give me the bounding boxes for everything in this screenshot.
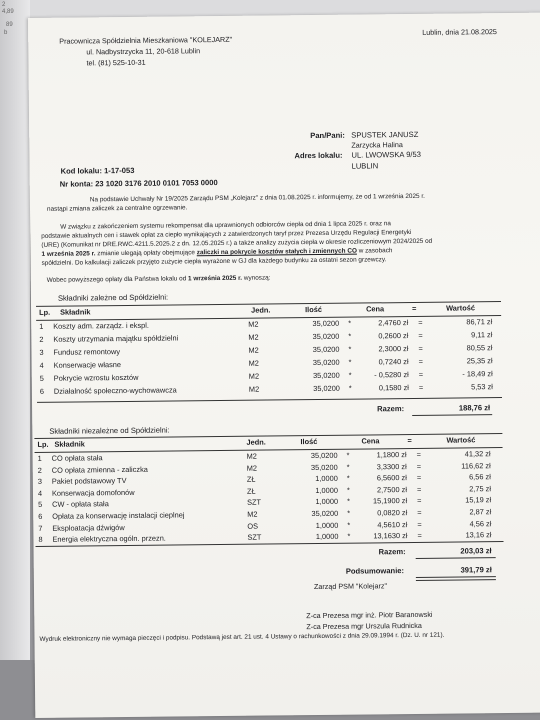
cell-value: 2,87 zł bbox=[469, 507, 492, 517]
cell-eq: = bbox=[418, 369, 424, 379]
cell-item: Koszty utrzymania majątku spółdzielni bbox=[53, 333, 179, 344]
cell-value: 116,62 zł bbox=[461, 460, 491, 471]
cell-eq: = bbox=[416, 484, 422, 494]
section2-title: Składniki niezależne od Spółdzielni: bbox=[49, 425, 170, 436]
cell-eq: = bbox=[418, 330, 423, 340]
cell-x: * bbox=[348, 357, 352, 367]
cell-unit: M2 bbox=[247, 509, 258, 519]
cell-qty: 1,0000 bbox=[315, 485, 339, 495]
cell-value: 9,11 zł bbox=[471, 330, 493, 340]
cell-eq: = bbox=[418, 317, 423, 327]
cell-item: CW - opłata stała bbox=[52, 499, 109, 510]
cell-x: * bbox=[348, 383, 352, 393]
cell-unit: M2 bbox=[248, 345, 259, 355]
cell-lp: 2 bbox=[39, 334, 44, 344]
recipient-name-2: Zarzycka Halina bbox=[351, 140, 403, 150]
section1-bottom-rule bbox=[37, 397, 502, 403]
header-eq: = bbox=[412, 303, 417, 313]
cell-qty: 35,0200 bbox=[310, 450, 338, 461]
cell-item: Energia elektryczna ogóln. przezn. bbox=[52, 533, 166, 544]
cell-x: * bbox=[347, 520, 351, 530]
header-lp-2: Lp. bbox=[37, 439, 49, 449]
cell-lp: 7 bbox=[38, 523, 43, 533]
cell-qty: 35,0200 bbox=[312, 357, 340, 368]
cell-x: * bbox=[346, 485, 350, 495]
cell-price: 2,4760 zł bbox=[378, 318, 409, 328]
cell-item: Pakiet podstawowy TV bbox=[51, 476, 127, 486]
cell-unit: OS bbox=[247, 521, 259, 531]
cell-price: 13,1630 zł bbox=[373, 531, 408, 541]
cell-unit: M2 bbox=[248, 371, 260, 381]
cell-x: * bbox=[346, 462, 350, 472]
cell-item: CO opłata stała bbox=[51, 453, 103, 463]
sender-phone: tel. (81) 525-10-31 bbox=[86, 57, 146, 68]
cell-qty: 1,0000 bbox=[315, 497, 339, 507]
sender-address: ul. Nadbystrzycka 11, 20-618 Lublin bbox=[86, 46, 201, 57]
para2-line-3: (URE) (Komunikat nr DRE.RWC.4211.5.2025.2 z dn. 12.05.2025 r.) a także analizy zużycia ciepła w okresie rozliczeniowym 2024/2025 od bbox=[41, 237, 433, 249]
cell-item: Konserwacja domofonów bbox=[51, 487, 135, 498]
intro-line-1: Na podstawie Uchwały Nr 19/2025 Zarządu PSM „Kolejarz" z dnia 01.08.2025 r. informujemy, że od 1 września 2025 r. bbox=[89, 192, 425, 204]
cell-x: * bbox=[346, 450, 350, 460]
para2-line-2: podstawie aktualnych cen i stawek opłat za ciepło wynikających z zatwierdzonych taryf przez Prezesa Urzędu Regulacji Energetyki bbox=[41, 228, 412, 240]
section2-total-value: 203,03 zł bbox=[460, 546, 492, 556]
header-qty-2: Ilość bbox=[300, 436, 318, 447]
cell-lp: 3 bbox=[39, 347, 44, 357]
para3-text: Wobec powyższego opłaty dla Państwa lokalu od bbox=[46, 275, 189, 284]
para2-highlight: zaliczki na pokrycie kosztów stałych i zmiennych CO bbox=[196, 247, 357, 257]
header-item-2: Składnik bbox=[54, 439, 85, 449]
cell-lp: 5 bbox=[39, 373, 44, 383]
cell-eq: = bbox=[417, 507, 422, 517]
cell-value: 5,53 zł bbox=[471, 382, 493, 392]
para2-line-1: W związku z zakończeniem systemu rekompensat dla uprawnionych odbiorców ciepła od dnia 1 lipca 2025 r. oraz na bbox=[60, 220, 391, 231]
cell-unit: M2 bbox=[248, 358, 259, 368]
cell-x: * bbox=[348, 344, 352, 354]
section1-total-rule bbox=[412, 414, 492, 416]
cell-qty: 1,0000 bbox=[315, 520, 339, 530]
edge-mark-3: 89 bbox=[6, 22, 13, 28]
cell-lp: 6 bbox=[39, 386, 45, 396]
para3-tail: wynoszą: bbox=[241, 274, 271, 282]
cell-qty: 35,0200 bbox=[312, 370, 340, 381]
cell-value: 15,19 zł bbox=[465, 495, 492, 505]
cell-price: 2,3000 zł bbox=[378, 344, 409, 354]
header-item: Składnik bbox=[60, 307, 91, 317]
cell-lp: 2 bbox=[37, 465, 42, 475]
section1-total-value: 188,76 zł bbox=[458, 403, 491, 413]
cell-eq: = bbox=[417, 496, 422, 506]
cell-value: 4,56 zł bbox=[469, 518, 492, 528]
cell-x: * bbox=[347, 497, 351, 507]
cell-unit: M2 bbox=[246, 463, 258, 473]
cell-item: Fundusz remontowy bbox=[53, 347, 121, 357]
section1-title: Składniki zależne od Spółdzielni: bbox=[57, 292, 169, 303]
header-qty: Ilość bbox=[305, 304, 322, 315]
cell-eq: = bbox=[416, 449, 421, 459]
cell-lp: 4 bbox=[39, 360, 44, 370]
cell-x: * bbox=[347, 531, 351, 541]
cell-unit: SZT bbox=[247, 532, 262, 542]
header-lp: Lp. bbox=[39, 307, 51, 317]
recipient-city: LUBLIN bbox=[351, 161, 379, 171]
cell-qty: 35,0200 bbox=[312, 318, 340, 329]
cell-unit: ZŁ bbox=[246, 486, 256, 496]
summary-value: 391,79 zł bbox=[460, 565, 492, 575]
edge-mark-4: b bbox=[4, 30, 8, 36]
cell-price: 0,0820 zł bbox=[377, 508, 408, 518]
cell-unit: M2 bbox=[246, 451, 257, 461]
summary-double-rule bbox=[416, 576, 496, 581]
section1-total-label: Razem: bbox=[377, 404, 405, 414]
cell-lp: 8 bbox=[38, 535, 43, 545]
account-number: Nr konta: 23 1020 3176 2010 0101 7053 0000 bbox=[59, 178, 218, 189]
sender-name: Pracownicza Spółdzielnia Mieszkaniowa "KOLEJARZ" bbox=[59, 34, 233, 46]
cell-unit: ZŁ bbox=[246, 474, 256, 484]
cell-value: 6,56 zł bbox=[469, 472, 491, 482]
header-unit: Jedn. bbox=[251, 305, 271, 315]
cell-eq: = bbox=[418, 356, 423, 366]
cell-qty: 1,0000 bbox=[315, 531, 339, 542]
cell-value: - 18,49 zł bbox=[462, 369, 493, 379]
table-row bbox=[37, 382, 502, 398]
para3 bbox=[47, 274, 271, 283]
cell-x: * bbox=[347, 508, 351, 518]
header-price: Cena bbox=[366, 304, 385, 314]
header-unit-2: Jedn. bbox=[246, 437, 266, 447]
document-page bbox=[28, 13, 540, 718]
cell-eq: = bbox=[418, 382, 424, 392]
para2-date: 1 września 2025 r. bbox=[41, 250, 96, 258]
cell-unit: M2 bbox=[248, 384, 260, 394]
cell-price: 3,3300 zł bbox=[376, 461, 407, 471]
cell-price: 0,1580 zł bbox=[378, 383, 409, 393]
cell-value: 86,71 zł bbox=[466, 317, 493, 327]
cell-price: 0,7240 zł bbox=[378, 357, 409, 367]
cell-qty: 35,0200 bbox=[312, 331, 340, 342]
header-value-2: Wartość bbox=[446, 435, 476, 445]
section2-total-rule bbox=[416, 557, 496, 559]
cell-item: Pokrycie wzrostu kosztów bbox=[53, 372, 139, 383]
cell-value: 80,55 zł bbox=[466, 343, 493, 353]
para3-date: 1 września 2025 r. bbox=[187, 274, 243, 283]
cell-lp: 1 bbox=[39, 321, 44, 331]
cell-lp: 1 bbox=[37, 453, 42, 463]
cell-price: 0,2600 zł bbox=[378, 331, 409, 341]
cell-lp: 3 bbox=[37, 477, 43, 487]
cell-item: Opłata za konserwację instalacji cieplnej bbox=[52, 510, 185, 521]
cell-x: * bbox=[348, 370, 352, 380]
cell-unit: M2 bbox=[248, 319, 259, 329]
cell-price: - 0,5280 zł bbox=[374, 370, 409, 380]
cell-value: 13,16 zł bbox=[465, 530, 492, 540]
recipient-name-label: Pan/Pani: bbox=[310, 130, 345, 141]
cell-x: * bbox=[348, 318, 352, 328]
cell-eq: = bbox=[418, 343, 423, 353]
cell-qty: 1,0000 bbox=[315, 473, 338, 484]
edge-mark-2: 4,89 bbox=[2, 9, 14, 15]
cell-item: Działalność społeczno-wychowawcza bbox=[53, 385, 177, 396]
summary-label: Podsumowanie: bbox=[345, 566, 405, 576]
cell-x: * bbox=[348, 331, 352, 341]
cell-lp: 6 bbox=[38, 511, 43, 521]
intro-line-2: nastąpi zmiana zaliczek za centralne ogrzewanie. bbox=[46, 204, 188, 213]
recipient-address-label: Adres lokalu: bbox=[294, 150, 343, 161]
cell-qty: 35,0200 bbox=[313, 383, 340, 394]
board-signature: Zarząd PSM "Kolejarz" bbox=[313, 581, 388, 592]
cell-eq: = bbox=[417, 531, 422, 541]
cell-qty: 35,0200 bbox=[310, 462, 338, 472]
recipient-name: SPUSTEK JANUSZ bbox=[351, 129, 419, 140]
header-value: Wartość bbox=[446, 303, 475, 313]
cell-eq: = bbox=[416, 461, 422, 471]
cell-price: 15,1900 zł bbox=[372, 496, 408, 506]
para2-line-5: spółdzielni. Do kalkulacji zaliczek przyjęto zużycie ciepła wyrażone w GJ dla każdego budynku za ostatni sezon grzewczy. bbox=[41, 256, 387, 267]
cell-item: Koszty adm. zarządz. i ekspl. bbox=[53, 320, 149, 331]
cell-price: 4,5610 zł bbox=[377, 519, 408, 529]
cell-lp: 5 bbox=[38, 500, 43, 510]
background-left bbox=[0, 0, 30, 720]
cell-eq: = bbox=[417, 519, 422, 529]
place-date: Lublin, dnia 21.08.2025 bbox=[422, 27, 497, 37]
cell-price: 2,7500 zł bbox=[376, 484, 408, 495]
cell-value: 25,35 zł bbox=[466, 356, 493, 366]
cell-qty: 35,0200 bbox=[312, 344, 340, 355]
para2-text: zmianie ulegają opłaty obejmujące bbox=[95, 249, 197, 258]
edge-mark-1: 2 bbox=[2, 2, 6, 8]
recipient-street: UL. LWOWSKA 9/53 bbox=[351, 149, 421, 160]
cell-eq: = bbox=[416, 473, 422, 483]
unit-code: Kod lokalu: 1-17-053 bbox=[60, 165, 135, 176]
cell-lp: 4 bbox=[37, 488, 43, 498]
signature-1: Z-ca Prezesa mgr inż. Piotr Baranowski bbox=[306, 609, 433, 621]
signature-2: Z-ca Prezesa mgr Urszula Rudnicka bbox=[306, 620, 422, 632]
para2-tail: w zasobach bbox=[356, 247, 393, 255]
cell-value: 41,32 zł bbox=[464, 449, 491, 459]
header-price-2: Cena bbox=[361, 436, 380, 446]
cell-price: 6,5600 zł bbox=[376, 473, 407, 483]
footer-note: Wydruk elektroniczny nie wymaga pieczęci i podpisu. Podstawą jest art. 21 ust. 4 Ustawy o rachunkowości z dnia 29.09.1994 r. (Dz. U. nr 121). bbox=[39, 631, 445, 643]
cell-price: 1,1800 zł bbox=[376, 450, 407, 460]
cell-item: Konserwacje własne bbox=[53, 360, 122, 370]
cell-item: CO opłata zmienna - zaliczka bbox=[51, 464, 148, 475]
cell-item: Eksploatacja dźwigów bbox=[52, 522, 125, 533]
cell-unit: SZT bbox=[247, 497, 262, 508]
cell-unit: M2 bbox=[248, 332, 259, 342]
section2-total-label: Razem: bbox=[378, 547, 406, 557]
cell-value: 2,75 zł bbox=[469, 483, 491, 494]
cell-qty: 35,0200 bbox=[311, 508, 339, 519]
header-eq-2: = bbox=[407, 436, 412, 446]
cell-x: * bbox=[346, 473, 350, 483]
